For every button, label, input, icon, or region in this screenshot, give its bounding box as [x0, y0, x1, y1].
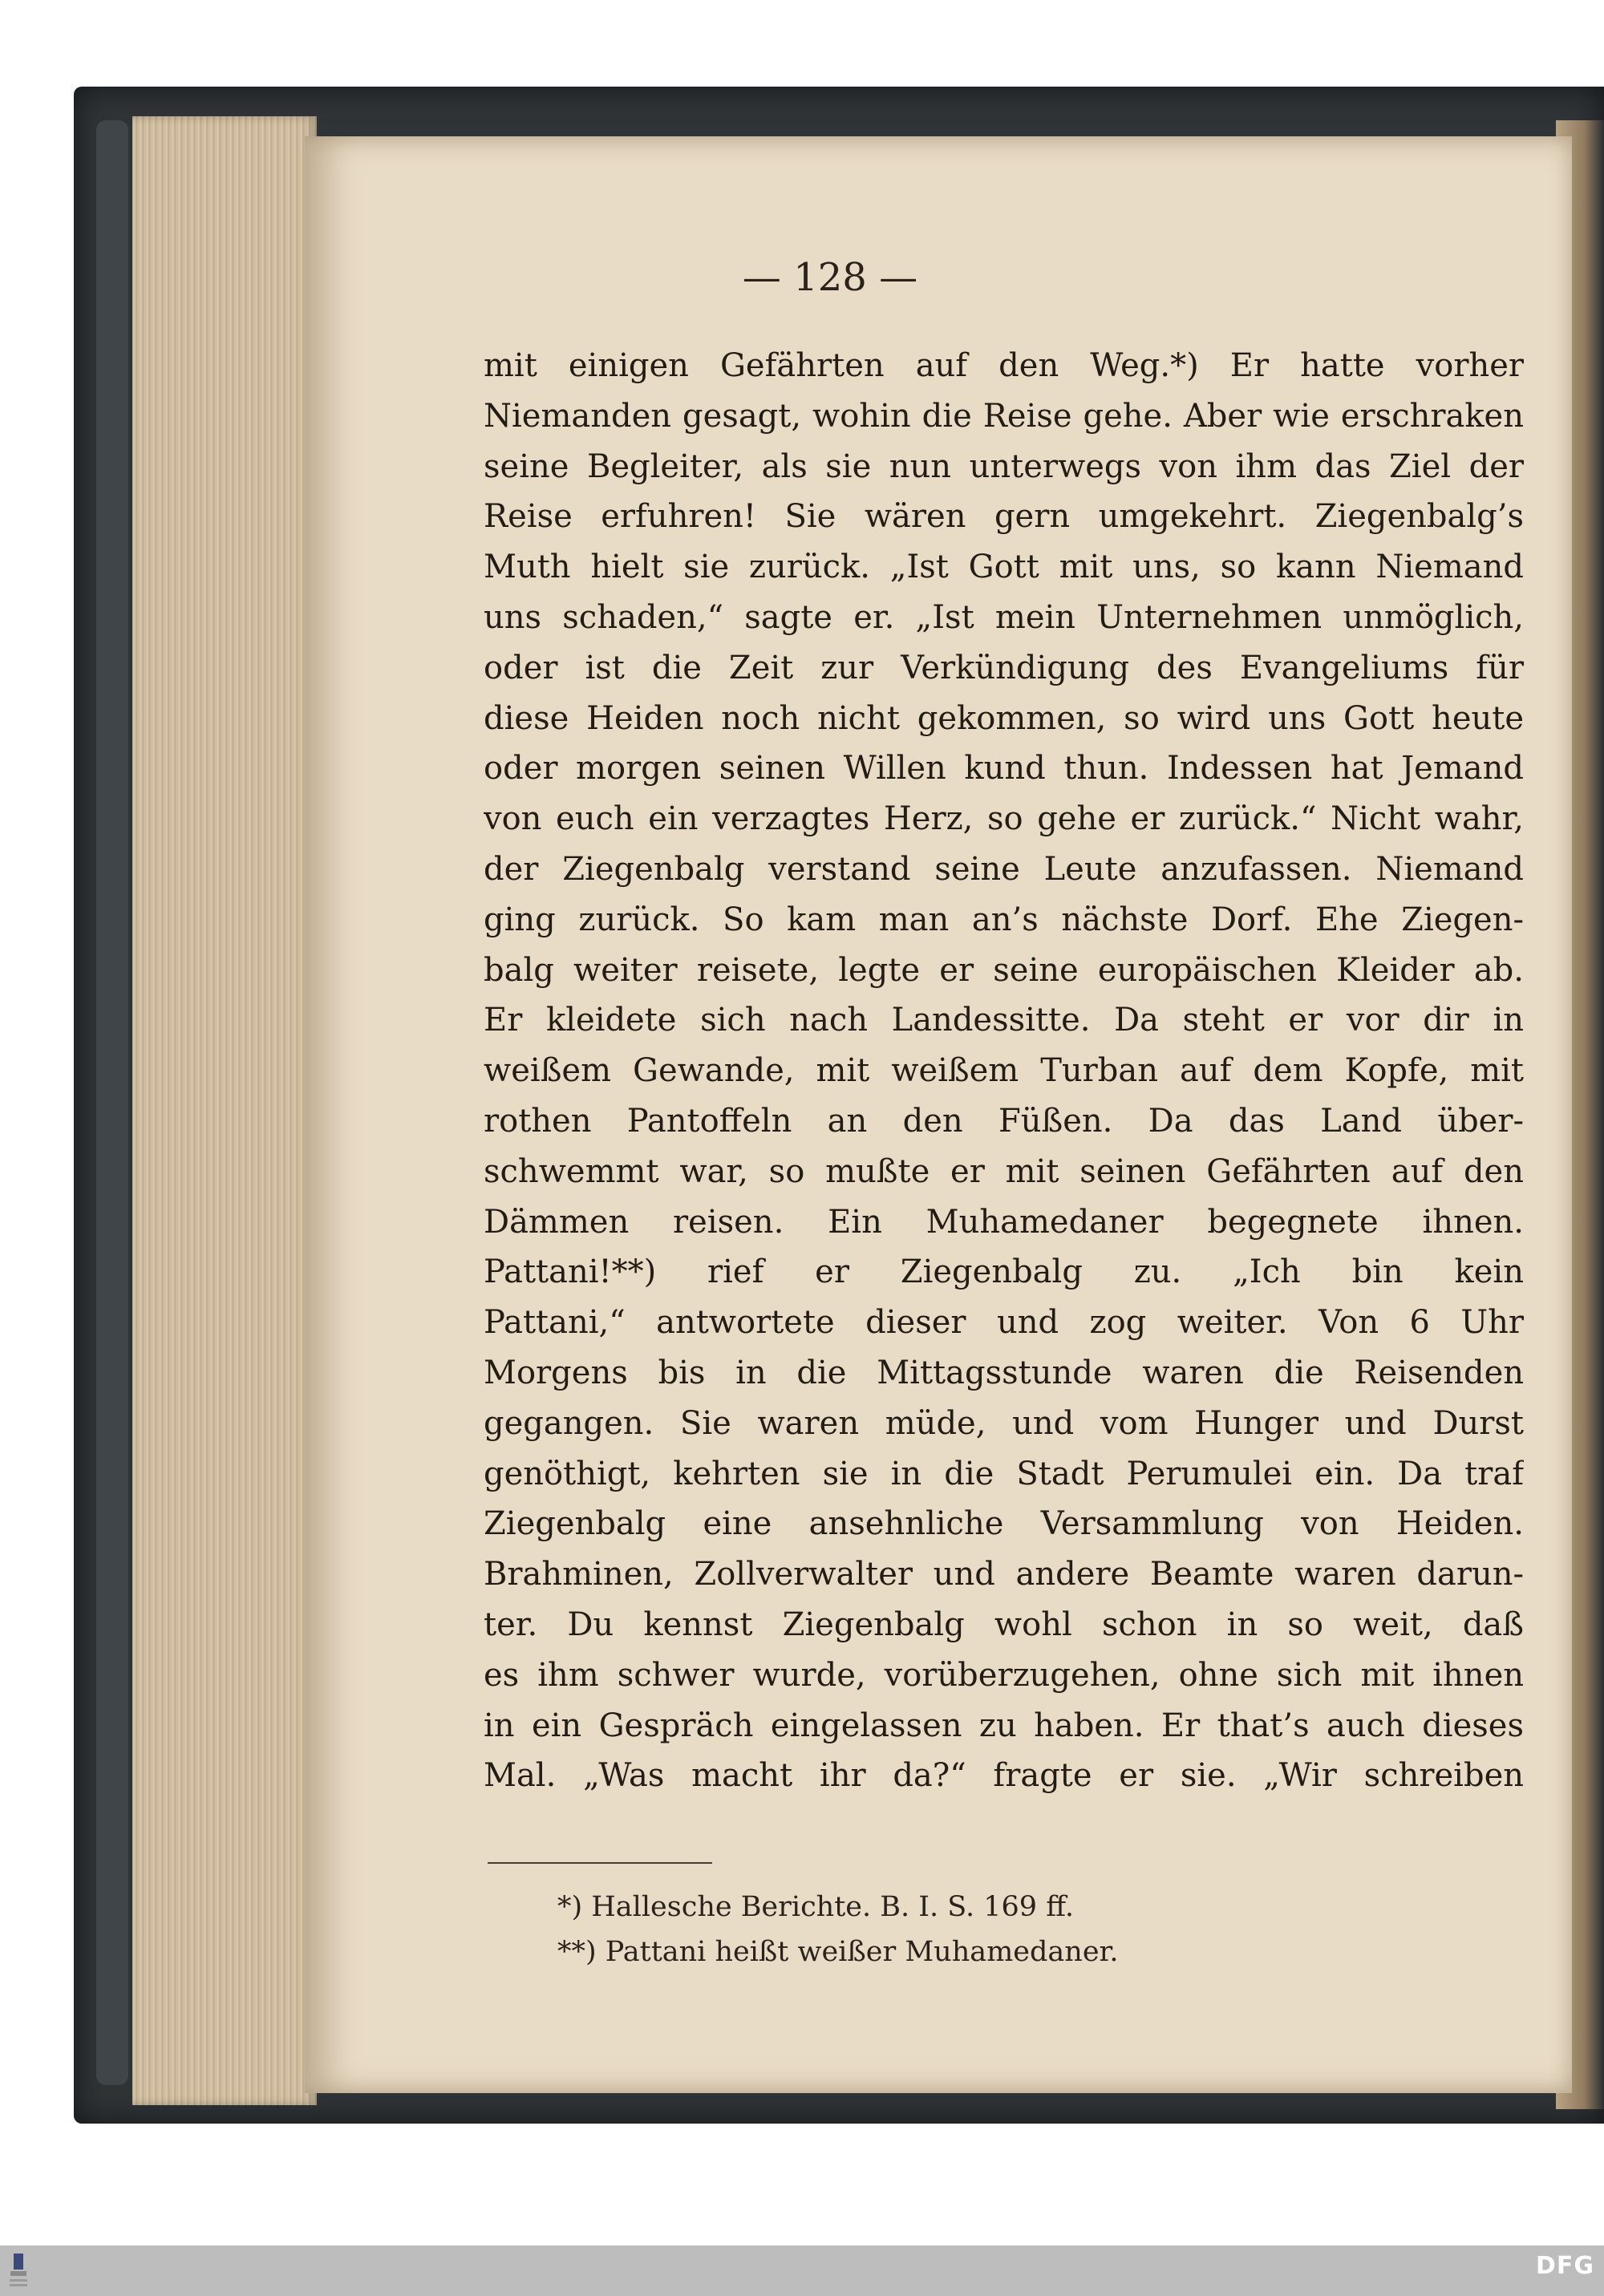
text-line: weißem Gewande, mit weißem Turban auf dem Kopfe, mit: [484, 1052, 1524, 1090]
text-line: seine Begleiter, als sie nun unterwegs von ihm das Ziel der: [484, 447, 1524, 485]
text-line: Morgens bis in die Mittagsstunde waren die Reisenden: [484, 1354, 1524, 1391]
text-line: rothen Pantoffeln an den Füßen. Da das Land über-: [484, 1102, 1524, 1140]
text-line: oder ist die Zeit zur Verkündigung des Evangeliums für: [484, 649, 1524, 686]
text-line: Pattani,“ antwortete dieser und zog weiter. Von 6 Uhr: [484, 1304, 1524, 1342]
page-number: 128: [793, 255, 867, 300]
page-number-header: — 128 —: [742, 255, 918, 300]
viewer-footer-bar: [0, 2245, 1604, 2296]
text-line: ter. Du kennst Ziegenbalg wohl schon in so weit, daß: [484, 1606, 1524, 1643]
footnotes: [557, 1885, 1279, 1974]
text-line: genöthigt, kehrten sie in die Stadt Perumulei ein. Da traf: [484, 1455, 1524, 1492]
text-line: gegangen. Sie waren müde, und vom Hunger und Durst: [484, 1404, 1524, 1442]
text-line: Muth hielt sie zurück. „Ist Gott mit uns, so kann Niemand: [484, 549, 1524, 586]
text-line: schwemmt war, so mußte er mit seinen Gefährten auf den: [484, 1152, 1524, 1190]
text-line: der Ziegenbalg verstand seine Leute anzufassen. Niemand: [484, 850, 1524, 888]
body-text: [484, 341, 1524, 1801]
text-line: Pattani!**) rief er Ziegenbalg zu. „Ich bin kein: [484, 1253, 1524, 1291]
text-line: es ihm schwer wurde, vorüberzugehen, ohne sich mit ihnen: [484, 1656, 1524, 1694]
footnote-rule: [488, 1862, 712, 1864]
text-line: Dämmen reisen. Ein Muhamedaner begegnete ihnen.: [484, 1203, 1524, 1241]
text-line: von euch ein verzagtes Herz, so gehe er zurück.“ Nicht wahr,: [484, 800, 1524, 838]
text-line: Reise erfuhren! Sie wären gern umgekehrt. Ziegenbalg’s: [484, 498, 1524, 536]
text-line: Brahminen, Zollverwalter und andere Beamte waren darun-: [484, 1556, 1524, 1593]
text-line: oder morgen seinen Willen kund thun. Indessen hat Jemand: [484, 750, 1524, 788]
footnote: **) Pattani heißt weißer Muhamedaner.: [557, 1936, 1119, 1968]
page-edges-left: [132, 116, 317, 2105]
footnote: *) Hallesche Berichte. B. I. S. 169 ff.: [557, 1891, 1074, 1923]
text-line: Er kleidete sich nach Landessitte. Da steht er vor dir in: [484, 1002, 1524, 1039]
text-line: Niemanden gesagt, wohin die Reise gehe. Aber wie erschraken: [484, 397, 1524, 435]
text-line: diese Heiden noch nicht gekommen, so wird uns Gott heute: [484, 699, 1524, 737]
text-line: Ziegenbalg eine ansehnliche Versammlung von Heiden.: [484, 1505, 1524, 1543]
text-line: mit einigen Gefährten auf den Weg.*) Er hatte vorher: [484, 347, 1524, 384]
book-cover-edge: [96, 120, 128, 2085]
dfg-logo: DFG: [1535, 2252, 1594, 2280]
text-line: in ein Gespräch eingelassen zu haben. Er that’s auch dieses: [484, 1707, 1524, 1744]
text-line: ging zurück. So kam man an’s nächste Dorf. Ehe Ziegen-: [484, 901, 1524, 938]
text-line: Mal. „Was macht ihr da?“ fragte er sie. „Wir schreiben: [484, 1757, 1524, 1795]
text-line: uns schaden,“ sagte er. „Ist mein Unternehmen unmöglich,: [484, 598, 1524, 636]
library-crest-icon: [6, 2250, 30, 2290]
text-line: balg weiter reisete, legte er seine europäischen Kleider ab.: [484, 951, 1524, 989]
